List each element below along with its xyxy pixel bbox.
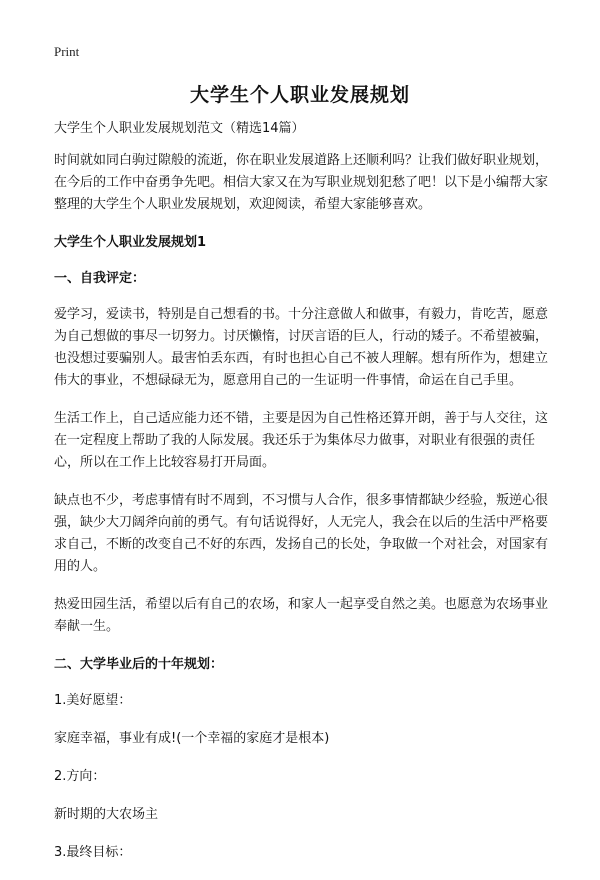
print-label[interactable]: Print	[54, 44, 80, 59]
part2-item-2: 家庭幸福，事业有成!(一个幸福的家庭才是根本)	[54, 731, 330, 746]
part1-paragraph-2: 生活工作上，自己适应能力还不错，主要是因为自己性格还算开朗，善于与人交往，这在一定程度上帮助了我的人际发展。我还乐于为集体尽力做事，对职业有很强的责任心，所以在工作上比较容易打开局面。	[54, 411, 549, 470]
part1-paragraph-1: 爱学习，爱读书，特别是自己想看的书。十分注意做人和做事，有毅力，肯吃苦，愿意为自己想做的事尽一切努力。讨厌懒惰，讨厌言语的巨人，行动的矮子。不希望被骗，也没想过要骗别人。最害怕丢东西，有时也担心自己不被人理解。想有所作为，想建立伟大的事业，不想碌碌无为，愿意用自己的一生证明一件事情，命运在自己手里。	[54, 307, 549, 388]
part2-item-3: 2.方向：	[54, 769, 106, 784]
section-title: 大学生个人职业发展规划1	[54, 235, 207, 250]
part2-item-5: 3.最终目标：	[54, 845, 132, 860]
part1-heading: 一、自我评定：	[54, 271, 146, 286]
part2-item-4: 新时期的大农场主	[54, 807, 159, 822]
part1-paragraph-3: 缺点也不少，考虑事情有时不周到，不习惯与人合作，很多事情都缺少经验，叛逆心很强，缺少大刀阔斧向前的勇气。有句话说得好，人无完人，我会在以后的生活中严格要求自己，不断的改变自己不好的东西，发扬自己的长处，争取做一个对社会，对国家有用的人。	[54, 493, 549, 574]
part2-item-1: 1.美好愿望：	[54, 693, 132, 708]
document-body	[54, 118, 554, 880]
intro-paragraph: 时间就如同白驹过隙般的流逝，你在职业发展道路上还顺利吗？让我们做好职业规划，在今后的工作中奋勇争先吧。相信大家又在为写职业规划犯愁了吧！以下是小编帮大家整理的大学生个人职业发展规划，欢迎阅读，希望大家能够喜欢。	[54, 153, 549, 212]
part2-heading: 二、大学毕业后的十年规划：	[54, 657, 224, 672]
part1-paragraph-4: 热爱田园生活，希望以后有自己的农场，和家人一起享受自然之美。也愿意为农场事业奉献一生。	[54, 597, 549, 634]
document-title: 大学生个人职业发展规划	[189, 84, 410, 106]
document-subtitle: 大学生个人职业发展规划范文（精选14篇）	[54, 121, 305, 136]
